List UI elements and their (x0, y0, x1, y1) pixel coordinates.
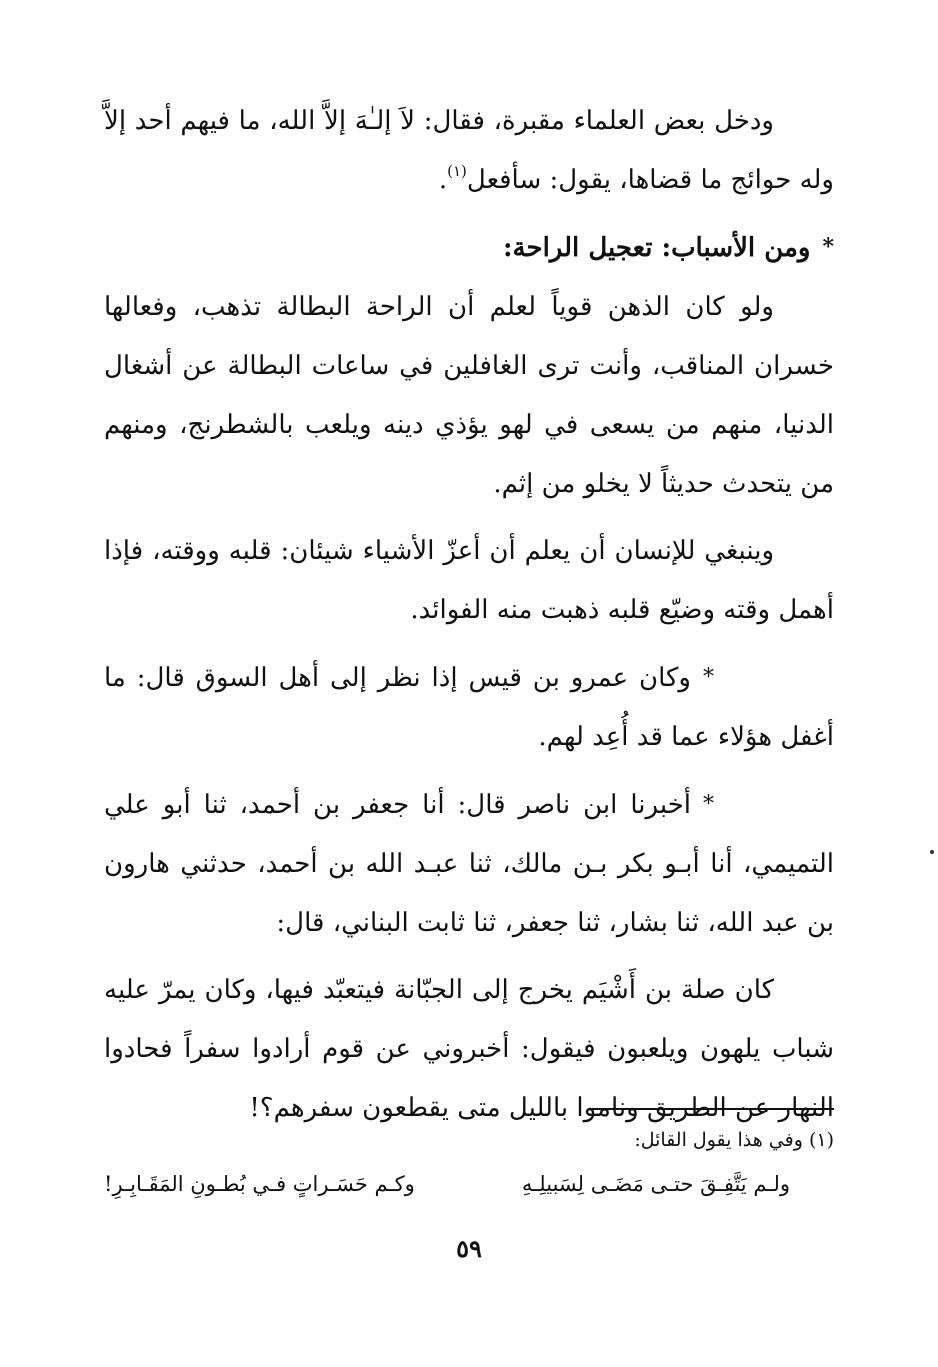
section-heading-text: ومن الأسباب: تعجيل الراحة: (502, 233, 811, 263)
asterisk-marker: * (703, 665, 714, 690)
paragraph-amr-bin-qais-text: وكان عمرو بن قيس إذا نظر إلى أهل السوق قال: ما أغفل هؤلاء عما قد أُعِد لهم. (104, 663, 834, 752)
paragraph-heart-time: وينبغي للإنسان أن يعلم أن أعزّ الأشياء شيئان: قلبه ووقته، فإذا أهمل وقته وضيّع قلبه ذهبت منه الفوائد. (104, 536, 834, 625)
paragraph-isnad (104, 775, 834, 953)
paragraph-isnad-text: أخبرنا ابن ناصر قال: أنا جعفر بن أحمد، ثنا أبو علي التميمي، أنا أبـو بكر بـن مالك، ثنا عبـد الله بن أحمد، حدثني هارون بن عبد الله، ثنا بشار، ثنا جعفر، ثنا ثابت البناني، قال: (104, 790, 834, 938)
paragraph-cemetery (104, 92, 834, 210)
paragraph-amr-bin-qais (104, 648, 834, 767)
footnote-reference: (١) (447, 162, 467, 180)
footnote-intro-text: وفي هذا يقول القائل: (634, 1129, 803, 1151)
verse-second-hemistich: وكـم حَسَـراتٍ فـي بُطـونِ المَقَـابِـرِ! (104, 1172, 415, 1196)
footnotes (104, 1120, 834, 1204)
asterisk-marker: * (822, 234, 834, 260)
main-text (104, 92, 834, 1138)
paragraph-idleness: ولو كان الذهن قوياً لعلم أن الراحة البطالة تذهب، وفعالها خسران المناقب، وأنت ترى الغافلين في ساعات البطالة عن أشغال الدنيا، منهم من يسعى في لهو يؤذي دينه ويلعب بالشطرنج، ومنهم من يتحدث حديثاً لا يخلو من إثم. (104, 292, 834, 499)
asterisk-marker: * (703, 792, 714, 817)
footnote-number: (١) (808, 1129, 834, 1151)
verse-first-hemistich: ولـم يَتَّفِـقَ حتـى مَضَـى لِسَبيلِـهِ (521, 1172, 790, 1196)
footnote-intro (104, 1120, 834, 1160)
paragraph-cemetery-text: ودخل بعض العلماء مقبرة، فقال: لاَ إلـٰهَ إلاَّ الله، ما فيهم أحد إلاَّ وله حوائج ما قضاها، يقول: سأفعل (104, 106, 834, 195)
paragraph-silah-bin-ashyam: كان صلة بن أَشْيَم يخرج إلى الجبّانة فيتعبّد فيها، وكان يمرّ عليه شباب يلهون ويلعبون فيقول: أخبروني عن قوم أرادوا سفراً فحادوا النهار عن الطريق وناموا بالليل متى يقطعون سفرهم؟! (104, 975, 834, 1123)
page-number: ٥٩ (456, 1234, 482, 1263)
poem-verse (104, 1164, 834, 1204)
scan-speck (930, 850, 934, 854)
section-heading (104, 218, 834, 278)
paragraph-cemetery-end: . (438, 165, 448, 195)
footnote-separator (592, 1108, 834, 1110)
